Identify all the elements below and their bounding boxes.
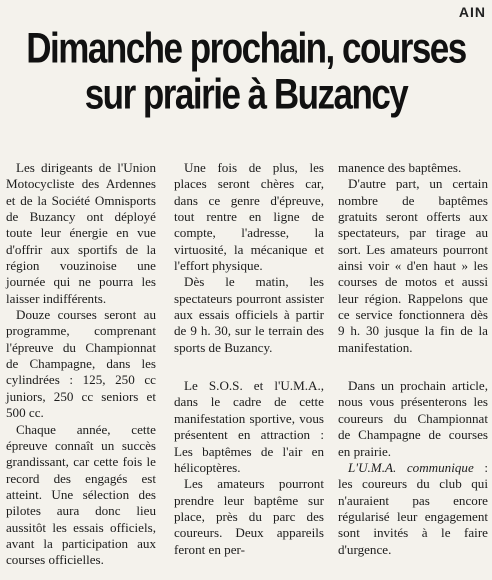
corner-text-fragment: AIN xyxy=(458,4,486,20)
paragraph-spacer xyxy=(338,356,488,378)
paragraph: Les dirigeants de l'Union Motocycliste des Ardennes et de la Société Omnisports de Buzancy ont déployé toute leur énergie en vue d'offrir aux sportifs de la région vouzinoise une journée qui ne pourra les laisser indifférents. xyxy=(6,160,156,306)
communique-text: : les coureurs du club qui n'auraient pas encore régularisé leur engagement sont invités à le faire d'urgence. xyxy=(338,459,488,557)
paragraph: Le S.O.S. et l'U.M.A., dans le cadre de cette manifestation sportive, vous présentent en attraction : Les baptêmes de l'air en hélicoptères. xyxy=(174,378,324,475)
paragraph: Douze courses seront au programme, comprenant l'épreuve du Championnat de Champagne, dans les cylindrées : 125, 250 cc juniors, 250 cc seniors et 500 cc. xyxy=(6,307,156,421)
column-1 xyxy=(6,160,156,569)
paragraph: Dès le matin, les spectateurs pourront assister aux essais officiels à partir de 9 h. 30, sur le terrain des sports de Buzancy. xyxy=(174,274,324,355)
paragraph: Dans un prochain article, nous vous présenterons les coureurs du Championnat de Champagne de courses en prairie. xyxy=(338,378,488,459)
paragraph: Les amateurs pourront prendre leur baptême sur place, près du parc des coureurs. Deux appareils feront en per- xyxy=(174,476,324,557)
headline-line-2: sur prairie à Buzancy xyxy=(84,70,408,119)
paragraph: Chaque année, cette épreuve connaît un succès grandissant, car cette fois le record des engagés est atteint. Une sélection des pilotes aura donc lieu aussitôt les essais officiels, avant la participation aux courses officielles. xyxy=(6,421,156,568)
paragraph: manence des baptêmes. xyxy=(338,160,462,175)
column-3 xyxy=(338,160,488,558)
headline xyxy=(0,26,492,118)
paragraph: D'autre part, un certain nombre de baptêmes gratuits seront offerts aux spectateurs, par tirage au sort. Les amateurs pourront ainsi voir « d'en haut » les courses de motos et aussi leur région. Rappelons que ce service fonctionnera dès 9 h. 30 jusque la fin de la manifestation. xyxy=(338,176,488,355)
paragraph-spacer xyxy=(174,356,324,378)
paragraph: Une fois de plus, les places seront chères car, dans ce genre d'épreuve, tout rentre en ligne de compte, l'adresse, la virtuosité, la mécanique et l'effort physique. xyxy=(174,160,324,274)
headline-line-1: Dimanche prochain, courses xyxy=(26,24,466,73)
article-columns xyxy=(6,160,486,570)
column-2 xyxy=(174,160,324,558)
paragraph xyxy=(338,460,488,558)
communique-label: L'U.M.A. communique xyxy=(348,459,474,475)
